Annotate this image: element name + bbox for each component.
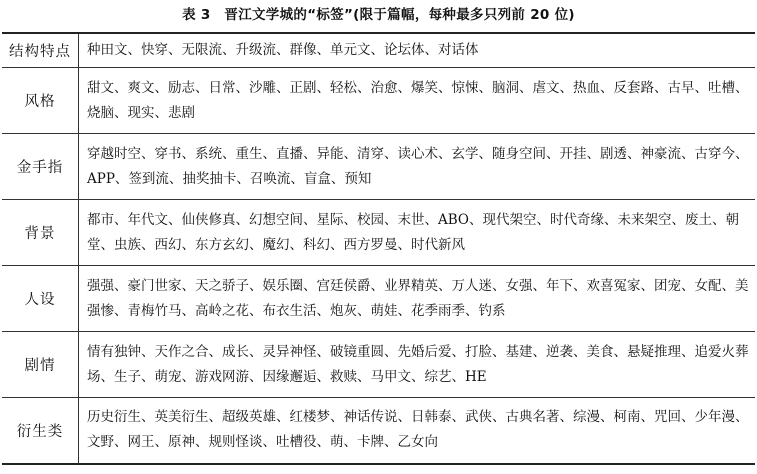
row-value: 穿越时空、穿书、系统、重生、直播、异能、清穿、读心术、玄学、随身空间、开挂、剧透、神豪流、古穿今、APP、签到流、抽奖抽卡、召唤流、盲盒、预知 — [79, 134, 756, 200]
row-value: 甜文、爽文、励志、日常、沙雕、正剧、轻松、治愈、爆笑、惊悚、脑洞、虐文、热血、反套路、古早、吐槽、烧脑、现实、悲剧 — [79, 68, 756, 134]
table-row — [2, 266, 755, 332]
row-value: 情有独钟、天作之合、成长、灵异神怪、破镜重圆、先婚后爱、打脸、基建、逆袭、美食、悬疑推理、追爱火葬场、生子、萌宠、游戏网游、因缘邂逅、救赎、马甲文、综艺、HE — [79, 332, 756, 398]
row-label: 金手指 — [2, 134, 79, 200]
row-label: 人设 — [2, 266, 79, 332]
row-label: 背景 — [2, 200, 79, 266]
row-value: 都市、年代文、仙侠修真、幻想空间、星际、校园、末世、ABO、现代架空、时代奇缘、未来架空、废土、朝堂、虫族、西幻、东方玄幻、魔幻、科幻、西方罗曼、时代新风 — [79, 200, 756, 266]
tag-table — [2, 32, 755, 465]
row-label: 衍生类 — [2, 398, 79, 464]
table-row — [2, 398, 755, 464]
table-row — [2, 68, 755, 134]
row-label: 风格 — [2, 68, 79, 134]
row-label: 结构特点 — [2, 33, 79, 68]
row-value: 强强、豪门世家、天之骄子、娱乐圈、宫廷侯爵、业界精英、万人迷、女强、年下、欢喜冤家、团宠、女配、美强惨、青梅竹马、高岭之花、布衣生活、炮灰、萌娃、花季雨季、钓系 — [79, 266, 756, 332]
row-label: 剧情 — [2, 332, 79, 398]
table-row — [2, 33, 755, 68]
table-row — [2, 134, 755, 200]
row-value: 种田文、快穿、无限流、升级流、群像、单元文、论坛体、对话体 — [79, 33, 756, 68]
table-row — [2, 200, 755, 266]
table-row — [2, 332, 755, 398]
row-value: 历史衍生、英美衍生、超级英雄、红楼梦、神话传说、日韩泰、武侠、古典名著、综漫、柯南、咒回、少年漫、文野、网王、原神、规则怪谈、吐槽役、萌、卡牌、乙女向 — [79, 398, 756, 464]
table-caption: 表 3 晋江文学城的“标签”(限于篇幅，每种最多只列前 20 位) — [182, 7, 575, 23]
